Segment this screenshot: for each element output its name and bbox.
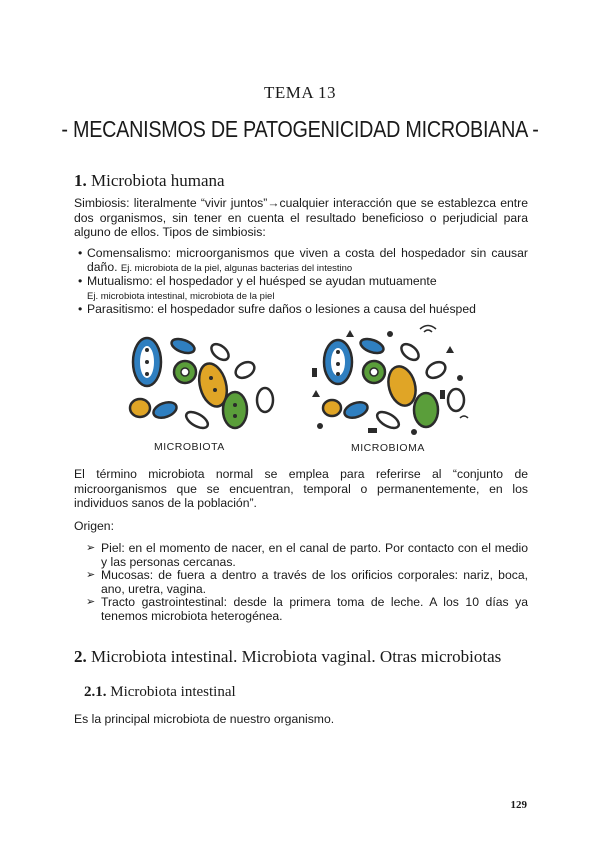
- subsection-2-1-paragraph: Es la principal microbiota de nuestro organismo.: [74, 712, 335, 726]
- microbe-dot: [181, 368, 189, 376]
- microbe-shape: [359, 336, 386, 355]
- gene-block-icon: [440, 390, 445, 399]
- microbe-shape: [375, 409, 402, 431]
- subsection-2-1-number: 2.1.: [84, 684, 107, 700]
- microbioma-illustration: [310, 328, 470, 438]
- microbiota-label: MICROBIOTA: [154, 441, 225, 453]
- microbioma-label: MICROBIOMA: [351, 442, 425, 454]
- symbiosis-paragraph: Simbiosis: literalmente “vivir juntos”→cualquier interacción que se establezca entre dos organismos, sin tener en cuenta el resultado beneficioso o perjudicial para alguno de ellos. Tipos de simbiosis:: [74, 196, 528, 239]
- bullet-text: Mutualismo: el hospedador y el huésped se ayudan mutuamente: [87, 274, 437, 288]
- gene-block-icon: [368, 428, 377, 433]
- gene-triangle-icon: [346, 330, 354, 337]
- origin-list: [86, 542, 528, 623]
- section-2-number: 2.: [74, 647, 87, 666]
- signal-wave-icon: [424, 330, 432, 332]
- list-item: [86, 542, 528, 569]
- bullet-text: Parasitismo: el hospedador sufre daños o lesiones a causa del huésped: [87, 302, 476, 316]
- arrow-bullet-icon: ➢: [86, 542, 96, 554]
- bullet-note: Ej. microbiota de la piel, algunas bacterias del intestino: [120, 262, 353, 274]
- section-2-title: Microbiota intestinal. Microbiota vaginal. Otras microbiotas: [91, 647, 502, 666]
- microbe-dot: [336, 350, 340, 354]
- microbe-dot: [145, 372, 149, 376]
- origin-label: Origen:: [74, 519, 114, 533]
- microbe-dot: [336, 362, 340, 366]
- section-1-number: 1.: [74, 171, 87, 190]
- microbe-shape: [257, 388, 273, 412]
- list-item: [86, 596, 528, 623]
- microbe-shape: [414, 393, 438, 427]
- gene-dot-icon: [387, 331, 393, 337]
- microbe-shape: [398, 341, 421, 363]
- microbe-dot: [209, 376, 213, 380]
- list-item: • Parasitismo: el hospedador sufre daños o lesiones a causa del huésped: [78, 302, 476, 316]
- page-title: - MECANISMOS DE PATOGENICIDAD MICROBIANA -: [61, 116, 539, 142]
- microbe-shape: [184, 409, 211, 431]
- microbe-dot: [370, 368, 378, 376]
- microbe-dot: [145, 348, 149, 352]
- gene-dot-icon: [411, 429, 417, 435]
- signal-wave-icon: [460, 416, 468, 418]
- gene-dot-icon: [457, 375, 463, 381]
- microbe-shape: [342, 399, 369, 420]
- microbe-shape: [424, 359, 448, 381]
- bullet-note: Ej. microbiota intestinal, microbiota de la piel: [87, 290, 275, 302]
- microbe-dot: [336, 372, 340, 376]
- list-item: [86, 569, 528, 596]
- gene-dot-icon: [317, 423, 323, 429]
- gene-block-icon: [312, 368, 317, 377]
- list-item: • Comensalismo: microorganismos que viven a costa del hospedador sin causar daño. Ej. microbiota de la piel, algunas bacterias del intestino: [78, 246, 528, 274]
- microbe-shape: [323, 400, 341, 416]
- section-1-title: Microbiota humana: [91, 171, 225, 190]
- bullet-text: Comensalismo: microorganismos que viven a costa del hospedador sin causar daño.: [87, 246, 528, 274]
- arrow-bullet-icon: ➢: [86, 596, 96, 608]
- arrow-bullet-icon: ➢: [86, 569, 96, 581]
- signal-wave-icon: [420, 326, 436, 330]
- section-1-heading: [74, 171, 225, 191]
- origin-item-text: Piel: en el momento de nacer, en el canal de parto. Por contacto con el medio y las personas cercanas.: [101, 541, 528, 569]
- microbe-shape: [151, 399, 178, 420]
- microbe-dot: [233, 403, 237, 407]
- microbe-shape: [448, 389, 464, 411]
- microbe-shape: [233, 359, 257, 381]
- origin-item-text: Tracto gastrointestinal: desde la primera toma de leche. A los 10 días ya tenemos microbiota heterogénea.: [101, 595, 528, 623]
- subsection-2-1-heading: [84, 684, 236, 701]
- microbe-dot: [145, 360, 149, 364]
- page-number: 129: [510, 799, 527, 811]
- symbiosis-types-list: [78, 247, 528, 317]
- microbe-shape: [223, 392, 247, 428]
- microbe-shape: [170, 336, 197, 355]
- subsection-2-1-title: Microbiota intestinal: [110, 684, 236, 700]
- microbiota-illustration: [125, 330, 275, 440]
- list-item: • Mutualismo: el hospedador y el huésped se ayudan mutuamente Ej. microbiota intestinal, microbiota de la piel: [78, 274, 437, 302]
- tema-label: TEMA 13: [264, 83, 336, 102]
- microbe-dot: [213, 388, 217, 392]
- microbe-shape: [130, 399, 150, 417]
- microbe-shape: [208, 341, 231, 363]
- origin-item-text: Mucosas: de fuera a dentro a través de los orificios corporales: nariz, boca, ano, uretra, vagina.: [101, 568, 528, 596]
- gene-triangle-icon: [446, 346, 454, 353]
- definition-paragraph: El término microbiota normal se emplea para referirse al “conjunto de microorganismos que se encuentran, temporal o permanentemente, en los individuos sanos de la población”.: [74, 467, 528, 510]
- section-2-heading: [74, 647, 501, 667]
- microbe-dot: [233, 414, 237, 418]
- gene-triangle-icon: [312, 390, 320, 397]
